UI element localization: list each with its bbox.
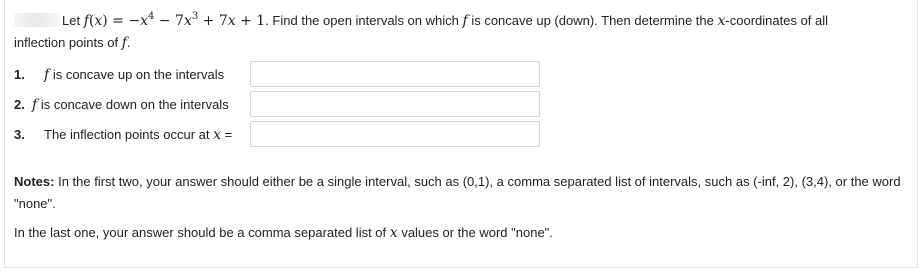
problem-number-smudge xyxy=(14,13,60,27)
f-symbol: f xyxy=(32,97,38,113)
item-number: 1. xyxy=(14,67,25,82)
notes-heading: Notes: xyxy=(14,174,55,189)
question-prefix: Let xyxy=(62,13,81,28)
last-note-suffix: values or the word "none". xyxy=(401,225,553,240)
item-label-text: is concave up on the intervals xyxy=(52,67,225,82)
question-text xyxy=(14,6,914,54)
question-text-after: . Find the open intervals on which xyxy=(265,13,459,28)
x-symbol: x xyxy=(213,127,222,143)
item-number: 3. xyxy=(14,127,25,142)
last-note-prefix: In the last one, your answer should be a comma separated list of xyxy=(14,225,387,240)
last-note xyxy=(14,225,914,241)
question-text-end: -coordinates of all xyxy=(725,13,829,28)
question-text-mid: is concave up (down). Then determine the xyxy=(471,13,714,28)
answer-row-1 xyxy=(14,61,574,89)
f-symbol-2: f xyxy=(121,35,127,51)
x-symbol: x xyxy=(717,13,726,29)
concave-up-input[interactable] xyxy=(250,61,540,87)
item-label xyxy=(32,97,229,113)
f-symbol: f xyxy=(44,67,50,83)
item-label-text: is concave down on the intervals xyxy=(40,97,229,112)
item-label-text: The inflection points occur at xyxy=(44,127,210,142)
question-line2: inflection points of xyxy=(14,35,119,50)
inflection-points-input[interactable] xyxy=(250,121,540,147)
item-label xyxy=(44,67,224,83)
notes-block xyxy=(14,171,914,215)
function-expression: $f(x) = -x^4 - 7x^3 + 7x + 1$ xyxy=(83,11,266,29)
answer-row-2 xyxy=(14,91,574,119)
notes-body: In the first two, your answer should either be a single interval, such as (0,1), a comma separated list of intervals, such as (-inf, 2), (3,4), or the word "none". xyxy=(14,174,901,211)
x-symbol: x xyxy=(389,225,398,241)
item-label xyxy=(44,127,232,143)
concave-down-input[interactable] xyxy=(250,91,540,117)
equals-sign: = xyxy=(224,127,233,142)
f-symbol: f xyxy=(462,13,468,29)
question-line2-end: . xyxy=(126,35,131,50)
answer-row-3 xyxy=(14,121,574,149)
item-number: 2. xyxy=(14,97,25,112)
